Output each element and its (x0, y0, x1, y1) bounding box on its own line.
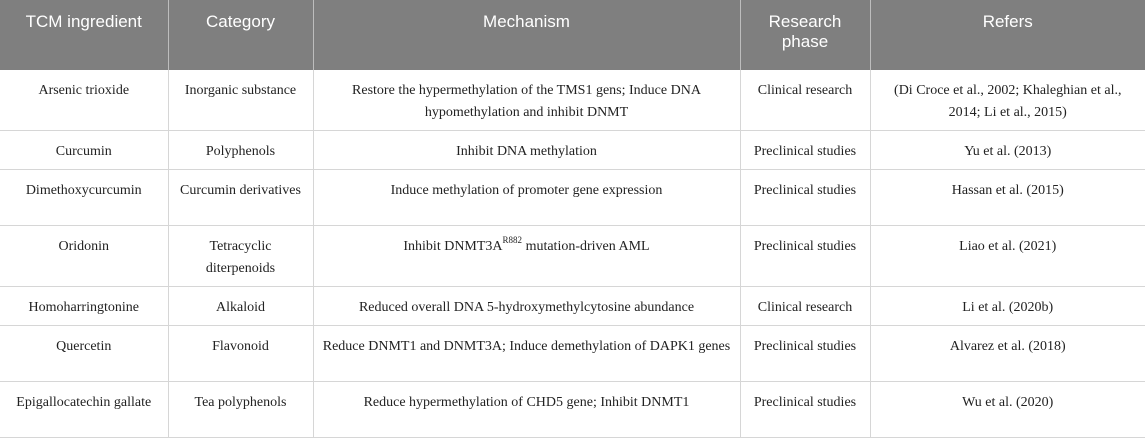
header-research-phase: Research phase (740, 0, 870, 70)
table-body (0, 70, 1145, 438)
cell-refers: Liao et al. (2021) (870, 226, 1145, 287)
cell-phase: Preclinical studies (740, 382, 870, 438)
cell-mechanism: Reduced overall DNA 5-hydroxymethylcytosine abundance (313, 287, 740, 326)
cell-mechanism: Reduce DNMT1 and DNMT3A; Induce demethylation of DAPK1 genes (313, 326, 740, 382)
cell-mechanism: Restore the hypermethylation of the TMS1 gens; Induce DNA hypomethylation and inhibit DNMT (313, 70, 740, 131)
table-row (0, 382, 1145, 438)
cell-ingredient: Arsenic trioxide (0, 70, 168, 131)
table-row (0, 70, 1145, 131)
cell-refers: Alvarez et al. (2018) (870, 326, 1145, 382)
cell-mechanism: Induce methylation of promoter gene expression (313, 170, 740, 226)
cell-mechanism (313, 226, 740, 287)
table-row (0, 226, 1145, 287)
cell-phase: Clinical research (740, 287, 870, 326)
header-category: Category (168, 0, 313, 70)
header-tcm-ingredient: TCM ingredient (0, 0, 168, 70)
cell-ingredient: Epigallocatechin gallate (0, 382, 168, 438)
cell-mechanism: Reduce hypermethylation of CHD5 gene; Inhibit DNMT1 (313, 382, 740, 438)
cell-ingredient: Quercetin (0, 326, 168, 382)
cell-category: Alkaloid (168, 287, 313, 326)
mechanism-text: Inhibit DNMT3A (403, 239, 503, 254)
cell-phase: Preclinical studies (740, 326, 870, 382)
cell-ingredient: Dimethoxycurcumin (0, 170, 168, 226)
cell-phase: Preclinical studies (740, 170, 870, 226)
table-row (0, 170, 1145, 226)
header-row (0, 0, 1145, 70)
cell-category: Tea polyphenols (168, 382, 313, 438)
table-row (0, 287, 1145, 326)
table-header (0, 0, 1145, 70)
cell-category: Inorganic substance (168, 70, 313, 131)
cell-phase: Preclinical studies (740, 131, 870, 170)
cell-category: Polyphenols (168, 131, 313, 170)
cell-phase: Preclinical studies (740, 226, 870, 287)
cell-category: Flavonoid (168, 326, 313, 382)
cell-refers: Yu et al. (2013) (870, 131, 1145, 170)
cell-refers: Wu et al. (2020) (870, 382, 1145, 438)
cell-ingredient: Curcumin (0, 131, 168, 170)
mechanism-text-suffix: mutation-driven AML (522, 239, 650, 254)
cell-ingredient: Homoharringtonine (0, 287, 168, 326)
table-row (0, 326, 1145, 382)
header-refers: Refers (870, 0, 1145, 70)
mutation-superscript: R882 (502, 235, 523, 246)
cell-category: Curcumin derivatives (168, 170, 313, 226)
cell-ingredient: Oridonin (0, 226, 168, 287)
cell-refers: Hassan et al. (2015) (870, 170, 1145, 226)
table-row (0, 131, 1145, 170)
cell-refers: Li et al. (2020b) (870, 287, 1145, 326)
header-mechanism: Mechanism (313, 0, 740, 70)
cell-refers: (Di Croce et al., 2002; Khaleghian et al., 2014; Li et al., 2015) (870, 70, 1145, 131)
cell-mechanism: Inhibit DNA methylation (313, 131, 740, 170)
cell-phase: Clinical research (740, 70, 870, 131)
cell-category: Tetracyclic diterpenoids (168, 226, 313, 287)
